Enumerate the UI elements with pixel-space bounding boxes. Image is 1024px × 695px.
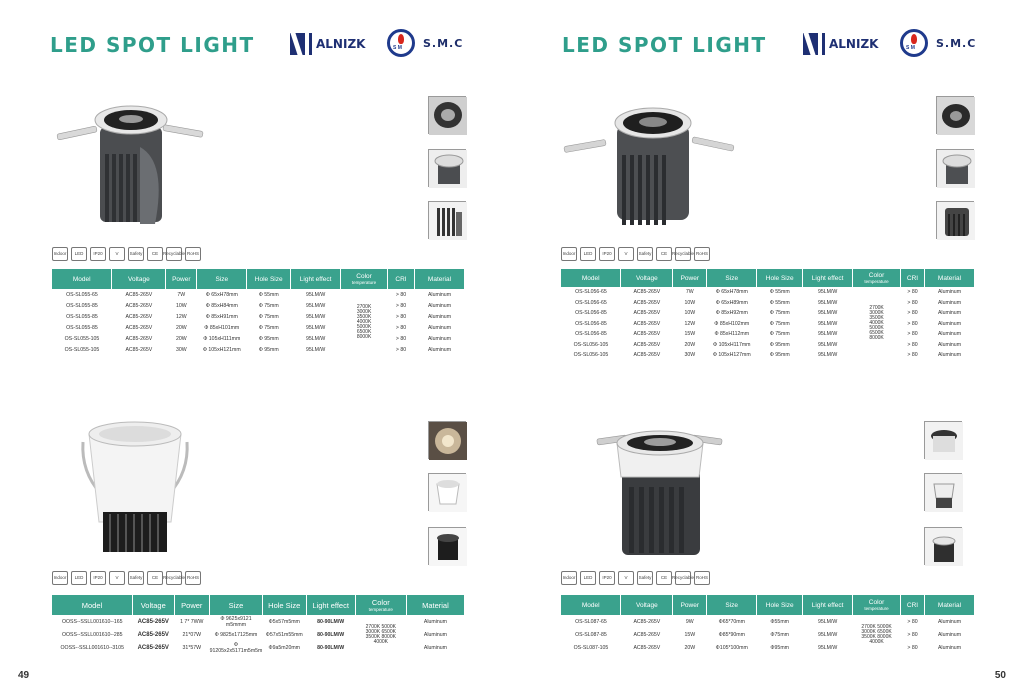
thumbnail-5 [924, 473, 962, 511]
product-photo-sl087 [597, 425, 722, 560]
smc-logo [387, 29, 463, 57]
col-material: Material [924, 269, 974, 287]
led-icon: LED [71, 247, 87, 261]
ce-icon: CE [656, 247, 672, 261]
table-row: OS-SL056-65 AC85-265V 7W Φ 65xH78mm Φ 55mm 95LM/W 2700K 3000K 3500K 4000K 5000K 6500K 8000K > 80 Aluminum [561, 287, 975, 298]
recyclable-icon: Recyclable [166, 247, 182, 261]
safety-icon: Safety [128, 571, 144, 585]
safety-icon: Safety [128, 247, 144, 261]
thumbnail-4 [924, 421, 962, 459]
ip20-icon: IP20 [90, 247, 106, 261]
safety-icon: Safety [637, 247, 653, 261]
table-row: OS-SL087-85 AC85-265V 15W Φ85*90mm Φ75mm 95LM/W > 80 Aluminum [575, 631, 962, 638]
table-row: OOSS--SSLL001610--285 AC85-265V 21*07W Φ 9825x17125mm Φ57x51m55mm 80-90LM/W Aluminum [61, 631, 447, 638]
ce-icon: CE [147, 247, 163, 261]
thumbnail-1 [428, 96, 466, 134]
product-photo-sl055 [55, 92, 205, 232]
rohs-icon: RoHS [185, 247, 201, 261]
indoor-icon: Indoor [52, 571, 68, 585]
product-photo-sl056 [562, 95, 737, 235]
col-hole-size: Hole Size [262, 595, 306, 615]
partner-name: S.M.C [423, 36, 464, 50]
table-row: OS-SL055-65 AC85-265V 7W Φ 65xH78mm Φ 55mm 95LM/W 2700K 3000K 3500K 4000K 5000K 6500K 8000K > 80 Aluminum [52, 289, 465, 300]
col-power: Power [673, 269, 707, 287]
spec-table-sl055 [52, 269, 465, 355]
col-cri: CRI [901, 269, 925, 287]
led-icon: LED [580, 247, 596, 261]
thumbnail-2 [428, 149, 466, 187]
spec-table-sl0016 [52, 595, 465, 654]
col-light-effect: Light effect [306, 595, 355, 615]
certification-icons-2 [52, 571, 201, 585]
color-temperature-values: 2700K 5000K 3000K 6500K 3500K 8000K 4000K [365, 623, 396, 645]
rohs-icon: RoHS [694, 247, 710, 261]
color-temperature-values: 2700K 5000K 3000K 6500K 3500K 8000K 4000K [861, 623, 892, 645]
col-material: Material [924, 595, 974, 615]
certification-icons-1 [561, 247, 710, 261]
v-mark-icon: V [618, 571, 634, 585]
col-light-effect: Light effect [291, 269, 341, 289]
safety-icon: Safety [637, 571, 653, 585]
col-size: Size [210, 595, 263, 615]
table-row: OS-SL055-105 AC85-265V 30W Φ 105xH121mm Φ 95mm 95LM/W > 80 Aluminum [64, 346, 452, 353]
table-row: OS-SL087-65 AC85-265V 9W Φ65*70mm Φ55mm 95LM/W 2700K 5000K 3000K 6500K 3500K 8000K 4000K > 80 Aluminum [561, 615, 975, 628]
led-icon: LED [580, 571, 596, 585]
indoor-icon: Indoor [52, 247, 68, 261]
col-power: Power [673, 595, 707, 615]
thumbnail-6 [428, 527, 466, 565]
rohs-icon: RoHS [694, 571, 710, 585]
col-model: Model [52, 595, 132, 615]
thumbnail-3 [936, 201, 974, 239]
col-color-temperature: Color temperature [355, 595, 406, 615]
certification-icons-2 [561, 571, 710, 585]
col-model: Model [561, 269, 621, 287]
alnizk-logo [290, 32, 365, 56]
ip20-icon: IP20 [599, 571, 615, 585]
col-light-effect: Light effect [803, 269, 853, 287]
recyclable-icon: Recyclable [675, 247, 691, 261]
thumbnail-1 [936, 96, 974, 134]
col-size: Size [197, 269, 247, 289]
col-cri: CRI [901, 595, 925, 615]
thumbnail-4 [428, 421, 466, 459]
page-number: 50 [994, 670, 1006, 681]
partner-name: S.M.C [936, 36, 977, 50]
ce-icon: CE [656, 571, 672, 585]
smc-emblem-icon [900, 29, 928, 57]
table-row: OS-SL055-85 AC85-265V 10W Φ 85xH84mm Φ 75mm 95LM/W > 80 Aluminum [66, 302, 452, 309]
col-material: Material [406, 595, 464, 615]
col-color-temperature: Color temperature [853, 269, 901, 287]
page-number: 49 [18, 670, 30, 681]
col-model: Model [52, 269, 112, 289]
alnizk-mark-icon [290, 33, 312, 55]
col-power: Power [174, 595, 210, 615]
v-mark-icon: V [109, 571, 125, 585]
thumbnail-2 [936, 149, 974, 187]
col-cri: CRI [388, 269, 415, 289]
thumbnail-3 [428, 201, 466, 239]
table-row: OS-SL056-65 AC85-265V 10W Φ 65xH89mm Φ 55mm 95LM/W > 80 Aluminum [575, 299, 962, 306]
catalog-page-50 [512, 0, 1024, 695]
table-row: OOSS--SSLL001610--165 AC85-265V 1 7* 7WW Φ 9625x9121 m5mmm Φ5x57m5mm 80-90LM/W 2700K 5000K 3000K 6500K 3500K 8000K 4000K Aluminum [52, 615, 465, 628]
indoor-icon: Indoor [561, 571, 577, 585]
col-hole-size: Hole Size [757, 269, 803, 287]
certification-icons-1 [52, 247, 201, 261]
brand-name: ALNIZK [316, 37, 366, 51]
color-temperature-values: 2700K 3000K 3500K 4000K 5000K 6500K 8000K [356, 303, 372, 340]
table-row: OS-SL055-85 AC85-265V 20W Φ 85xH101mm Φ 75mm 95LM/W > 80 Aluminum [66, 324, 452, 331]
spec-table-sl087 [561, 595, 975, 654]
ip20-icon: IP20 [90, 571, 106, 585]
col-voltage: Voltage [621, 595, 673, 615]
v-mark-icon: V [618, 247, 634, 261]
page-title: LED SPOT LIGHT [50, 33, 255, 57]
col-voltage: Voltage [621, 269, 673, 287]
page-title: LED SPOT LIGHT [562, 33, 767, 57]
ce-icon: CE [147, 571, 163, 585]
table-row: OS-SL056-105 AC85-265V 20W Φ 105xH117mm Φ 95mm 95LM/W > 80 Aluminum [573, 341, 962, 348]
brand-name: ALNIZK [829, 37, 879, 51]
product-photo-sl0016 [75, 412, 195, 557]
indoor-icon: Indoor [561, 247, 577, 261]
col-hole-size: Hole Size [247, 269, 291, 289]
v-mark-icon: V [109, 247, 125, 261]
col-model: Model [561, 595, 621, 615]
table-row: OS-SL055-85 AC85-265V 12W Φ 85xH91mm Φ 75mm 95LM/W > 80 Aluminum [66, 313, 452, 320]
table-row: OS-SL056-85 AC85-265V 15W Φ 85xH112mm Φ 75mm 95LM/W > 80 Aluminum [575, 331, 962, 338]
smc-emblem-icon [387, 29, 415, 57]
table-row: OS-SL087-105 AC85-265V 20W Φ105*100mm Φ95mm 95LM/W > 80 Aluminum [573, 644, 962, 651]
col-color-temperature: Color temperature [341, 269, 388, 289]
col-voltage: Voltage [132, 595, 174, 615]
spec-table-sl056 [561, 269, 975, 361]
recyclable-icon: Recyclable [675, 571, 691, 585]
color-temperature-values: 2700K 3000K 3500K 4000K 5000K 6500K 8000K [869, 305, 884, 342]
table-row: OS-SL056-85 AC85-265V 12W Φ 85xH102mm Φ 75mm 95LM/W > 80 Aluminum [575, 320, 962, 327]
table-row: OS-SL056-85 AC85-265V 10W Φ 85xH92mm Φ 75mm 95LM/W > 80 Aluminum [575, 310, 962, 317]
col-material: Material [414, 269, 464, 289]
col-size: Size [707, 269, 757, 287]
smc-logo [900, 29, 976, 57]
rohs-icon: RoHS [185, 571, 201, 585]
led-icon: LED [71, 571, 87, 585]
col-size: Size [707, 595, 757, 615]
table-row: OS-SL056-105 AC85-265V 30W Φ 105xH127mm Φ 95mm 95LM/W > 80 Aluminum [573, 352, 962, 359]
col-light-effect: Light effect [803, 595, 853, 615]
thumbnail-6 [924, 527, 962, 565]
col-color-temperature: Color temperature [853, 595, 901, 615]
thumbnail-5 [428, 473, 466, 511]
recyclable-icon: Recyclable [166, 571, 182, 585]
alnizk-logo [803, 32, 878, 56]
col-voltage: Voltage [112, 269, 166, 289]
table-row: OOSS--SSLL001610--3105 AC85-265V 31*57W Φ 91205x2x5171m5m5m Φ9a5m20mm 80-90LM/W Aluminum [60, 641, 447, 654]
col-hole-size: Hole Size [757, 595, 803, 615]
alnizk-mark-icon [803, 33, 825, 55]
ip20-icon: IP20 [599, 247, 615, 261]
table-row: OS-SL055-105 AC85-265V 20W Φ 105xH111mm Φ 95mm 95LM/W > 80 Aluminum [64, 335, 452, 342]
col-power: Power [166, 269, 197, 289]
